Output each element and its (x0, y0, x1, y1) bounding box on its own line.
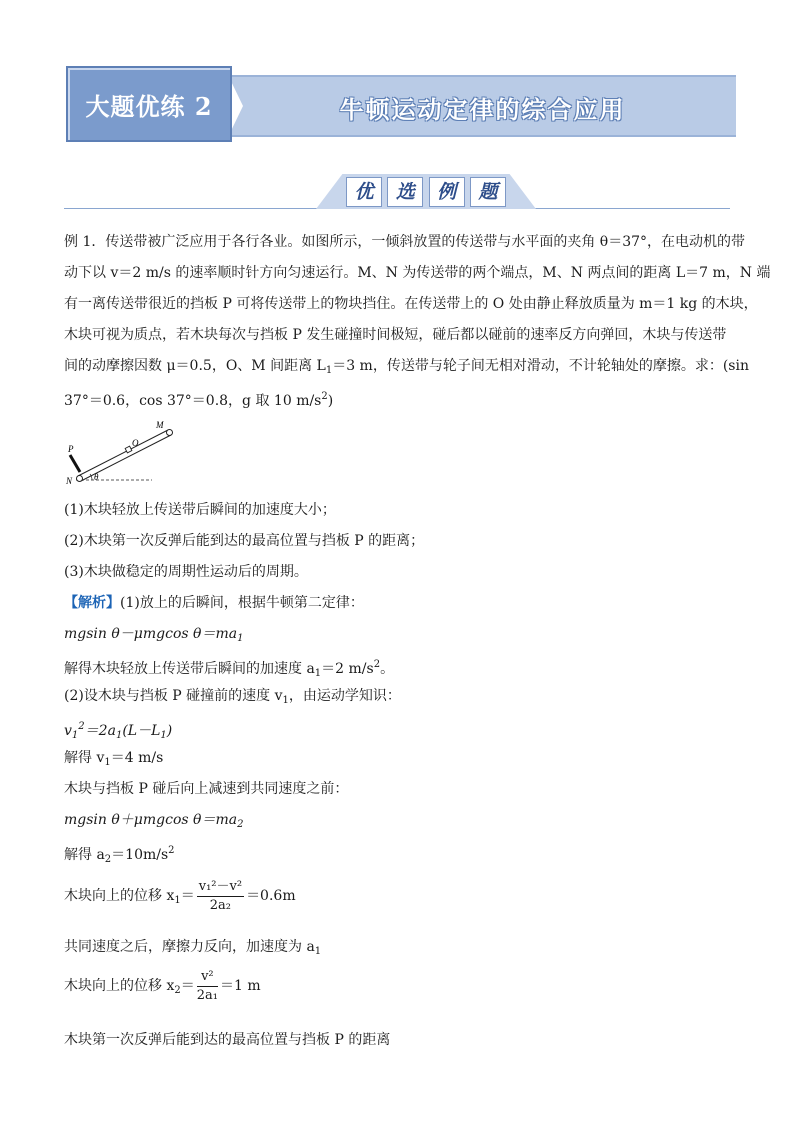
section-char-2: 选 (387, 177, 423, 207)
eq2-sub2: 1 (115, 730, 123, 741)
fraction-x2 (197, 968, 218, 1005)
eq2-b: ＝2a (84, 723, 116, 739)
s7-sub: 1 (174, 895, 181, 906)
section-char-1: 优 (346, 177, 382, 207)
problem-line-6-sup: 2 (321, 391, 328, 402)
s3-sub: 1 (282, 695, 289, 706)
s9-a: 木块向上的位移 x (64, 978, 175, 994)
conveyor-belt-figure (60, 414, 190, 488)
equation-1 (64, 624, 744, 649)
solution-line-8 (64, 937, 744, 962)
angle-arc (90, 474, 92, 480)
s8-sub: 1 (314, 946, 322, 957)
s7-eq: ＝ (180, 888, 195, 904)
s2-c: 。 (380, 661, 395, 677)
problem-line-6-a: 37°＝0.6，cos 37°＝0.8，g 取 10 m/s (64, 393, 322, 409)
label-o: O (132, 438, 139, 448)
s2-a: 解得木块轻放上传送带后瞬间的加速度 a (64, 661, 315, 677)
s2-sub: 1 (314, 668, 322, 679)
problem-line-6 (64, 387, 744, 411)
solution-line-2 (64, 655, 744, 684)
s6-sup: 2 (168, 845, 175, 856)
problem-line-5-sub: 1 (325, 365, 333, 376)
eq1-sub: 1 (237, 633, 244, 644)
eq3-sub: 2 (237, 819, 244, 830)
question-3: (3)木块做稳定的周期性运动后的周期。 (64, 564, 308, 580)
section-tab (316, 174, 536, 209)
fraction-x1 (197, 878, 244, 915)
problem-line-6-b: ) (327, 393, 334, 409)
s4-b: ＝4 m/s (110, 750, 164, 766)
banner-label: 大题优练 2 (85, 92, 213, 121)
s9-eq: ＝ (180, 978, 195, 994)
problem-line-5-b: ＝3 m，传送带与轮子间无相对滑动，不计轮轴处的摩擦。求：(sin (332, 358, 749, 374)
fraction-x2-numerator: v² (197, 968, 218, 987)
question-1: (1)木块轻放上传送带后瞬间的加速度大小； (64, 502, 336, 518)
solution-line-7 (64, 876, 744, 921)
solution-line-5: 木块与挡板 P 碰后向上减速到共同速度之前： (64, 781, 349, 797)
s2-sup: 2 (373, 659, 381, 670)
s2-b: ＝2 m/s (321, 661, 374, 677)
s4-a: 解得 v (64, 750, 105, 766)
baffle-p (70, 455, 80, 472)
s6-a: 解得 a (64, 847, 105, 863)
analysis-tag: 【解析】 (64, 595, 120, 611)
problem-line-4: 木块可视为质点，若木块每次与挡板 P 发生碰撞时间极短，碰后都以碰前的速率反方向弹回，木块与传送带 (64, 327, 727, 343)
problem-line-3: 有一离传送带很近的挡板 P 可将传送带上的物块挡住。在传送带上的 O 处由静止释放质量为 m＝1 kg 的木块， (64, 296, 758, 312)
s3-b: ，由运动学知识： (288, 688, 401, 704)
equation-3 (64, 810, 744, 835)
s6-b: ＝10m/s (111, 847, 169, 863)
solution-line-9 (64, 966, 744, 1011)
banner-title: 牛顿运动定律的综合应用 (339, 95, 626, 124)
solution-s1: (1)放上的后瞬间，根据牛顿第二定律： (120, 595, 364, 611)
label-p: P (68, 444, 74, 454)
equation-2 (64, 717, 744, 746)
problem-line-1: 例 1．传送带被广泛应用于各行各业。如图所示，一倾斜放置的传送带与水平面的夹角 θ＝37°，在电动机的带 (64, 234, 746, 250)
pulley-n (77, 476, 83, 482)
section-char-4: 题 (470, 177, 506, 207)
solution-line-1 (64, 593, 744, 613)
section-header (64, 174, 730, 214)
label-m: M (156, 420, 164, 430)
s7-a: 木块向上的位移 x (64, 888, 175, 904)
chapter-banner (66, 66, 736, 144)
problem-line-5-a: 间的动摩擦因数 μ＝0.5，O、M 间距离 L (64, 358, 326, 374)
s7-b: ＝0.6m (246, 888, 296, 904)
solution-line-6 (64, 841, 744, 870)
s4-sub: 1 (104, 757, 111, 768)
section-tab-chars (346, 177, 506, 205)
fraction-x1-denominator: 2a₂ (209, 897, 232, 913)
eq2-sub3: 1 (160, 730, 167, 741)
s9-b: ＝1 m (219, 978, 261, 994)
solution-line-10: 木块第一次反弹后能到达的最高位置与挡板 P 的距离 (64, 1032, 391, 1048)
eq1-a: mgsin θ－μmgcos θ＝ma (64, 626, 238, 642)
s9-sub: 2 (174, 985, 181, 996)
problem-line-5 (64, 356, 749, 381)
fraction-x2-denominator: 2a₁ (196, 987, 218, 1003)
label-theta: θ (94, 472, 99, 482)
solution-line-3 (64, 686, 744, 711)
s3-a: (2)设木块与挡板 P 碰撞前的速度 v (64, 688, 283, 704)
eq2-a: v (64, 723, 72, 739)
label-n: N (66, 476, 73, 486)
eq2-sup: 2 (78, 721, 85, 732)
pulley-m (167, 430, 173, 436)
problem-line-2: 动下以 v＝2 m/s 的速率顺时针方向匀速运行。M、N 为传送带的两个端点，M、N 两点间的距离 L＝7 m，N 端 (64, 265, 771, 281)
eq3-a: mgsin θ＋μmgcos θ＝ma (64, 812, 238, 828)
eq2-d: ) (166, 723, 173, 739)
belt-top-edge (78, 430, 168, 476)
eq2-sub1: 1 (71, 730, 79, 741)
s6-sub: 2 (104, 854, 112, 865)
question-2: (2)木块第一次反弹后能到达的最高位置与挡板 P 的距离； (64, 533, 425, 549)
section-char-3: 例 (429, 177, 465, 207)
banner-label-box (66, 66, 232, 142)
solution-line-4 (64, 748, 744, 773)
eq2-c: (L－L (122, 723, 161, 739)
s8-a: 共同速度之后，摩擦力反向，加速度为 a (64, 939, 315, 955)
fraction-x1-numerator: v₁²－v² (197, 878, 244, 897)
